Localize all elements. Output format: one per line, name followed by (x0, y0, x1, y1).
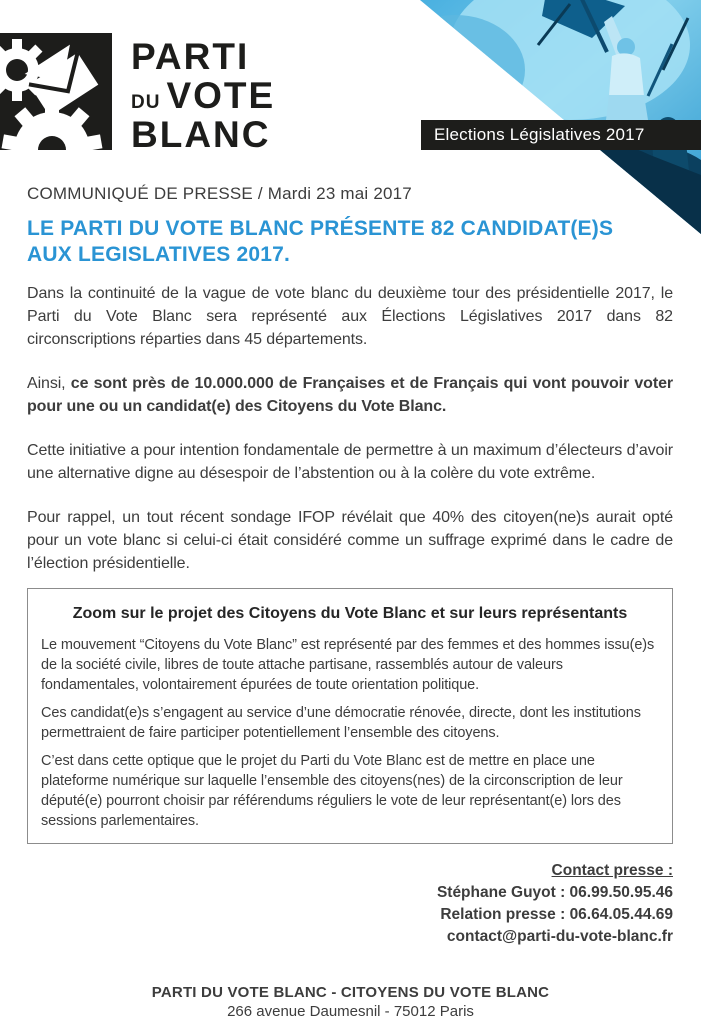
election-banner-label: Elections Législatives 2017 (434, 125, 645, 144)
footer (0, 984, 701, 1020)
paragraph-initiative: Cette initiative a pour intention fondamentale de permettre à un maximum d’électeurs d’avoir une alternative digne au désespoir de l’abstention ou à la colère du vote extrême. (27, 442, 673, 482)
contact-block (27, 860, 673, 948)
election-banner (421, 120, 701, 150)
contact-email: contact@parti-du-vote-blanc.fr (446, 928, 673, 945)
contact-phone-press: Relation presse : 06.64.05.44.69 (440, 906, 673, 923)
footer-organization: PARTI DU VOTE BLANC - CITOYENS DU VOTE BLANC (151, 984, 550, 1001)
footer-address: 266 avenue Daumesnil - 75012 Paris (227, 1003, 474, 1020)
logo-line-parti: PARTI (131, 36, 250, 77)
logo-line-du: DU (131, 92, 161, 113)
zoom-box (27, 588, 673, 844)
headline (27, 216, 673, 268)
zoom-box-title: Zoom sur le projet des Citoyens du Vote Blanc et sur leurs représentants (72, 605, 628, 622)
press-release-body (27, 184, 673, 948)
contact-phone-guyot: Stéphane Guyot : 06.99.50.95.46 (436, 884, 673, 901)
logo-line-vote: VOTE (166, 75, 276, 116)
press-release-kicker: COMMUNIQUÉ DE PRESSE / Mardi 23 mai 2017 (27, 184, 412, 203)
zoom-box-paragraph-candidates: Ces candidat(e)s s’engagent au service d’une démocratie rénovée, directe, dont les institutions permettraient de faire participer potentiellement l’ensemble des citoyens. (41, 705, 641, 741)
zoom-box-paragraph-platform: C’est dans cette optique que le projet du Parti du Vote Blanc est de mettre en place une plateforme numérique sur laquelle l’ensemble des citoyens(nes) de la circonscription de leur député(e) pourront choisir par référendums réguliers le vote de leur représentant(e) lors des sessions parlementaires. (41, 753, 623, 829)
headline-line-2: AUX LEGISLATIVES 2017. (27, 243, 291, 266)
paragraph-voters-emphasis: ce sont près de 10.000.000 de Françaises et de Français qui vont pouvoir voter pour une ou un candidat(e) des Citoyens du Vote Blanc. (27, 375, 673, 415)
logo-line-blanc: BLANC (131, 114, 271, 155)
paragraph-ifop-poll: Pour rappel, un tout récent sondage IFOP révélait que 40% des citoyen(ne)s aurait opté pour un vote blanc si celui-ci était considéré comme un suffrage exprimé dans le cadre de l’élection présidentielle. (27, 509, 673, 572)
zoom-box-paragraph-movement: Le mouvement “Citoyens du Vote Blanc” est représenté par des femmes et des hommes issu(e)s de la société civile, libres de toute attache partisane, rassemblés autour de valeurs fondamentales, volontairement épurées de toute orientation politique. (41, 637, 655, 693)
paragraph-intro: Dans la continuité de la vague de vote blanc du deuxième tour des présidentielle 2017, le Parti du Vote Blanc sera représenté aux Élections Législatives 2017 dans 82 circonscriptions réparties dans 45 départements. (27, 285, 673, 348)
logo-mark (0, 33, 112, 150)
paragraph-voters (27, 372, 673, 418)
contact-heading: Contact presse : (551, 862, 673, 879)
logo-wordmark (131, 36, 275, 153)
headline-line-1: LE PARTI DU VOTE BLANC PRÉSENTE 82 CANDIDAT(E)S (27, 217, 614, 240)
paragraph-voters-lead: Ainsi, (27, 375, 71, 392)
gears-envelope-icon (0, 33, 112, 150)
